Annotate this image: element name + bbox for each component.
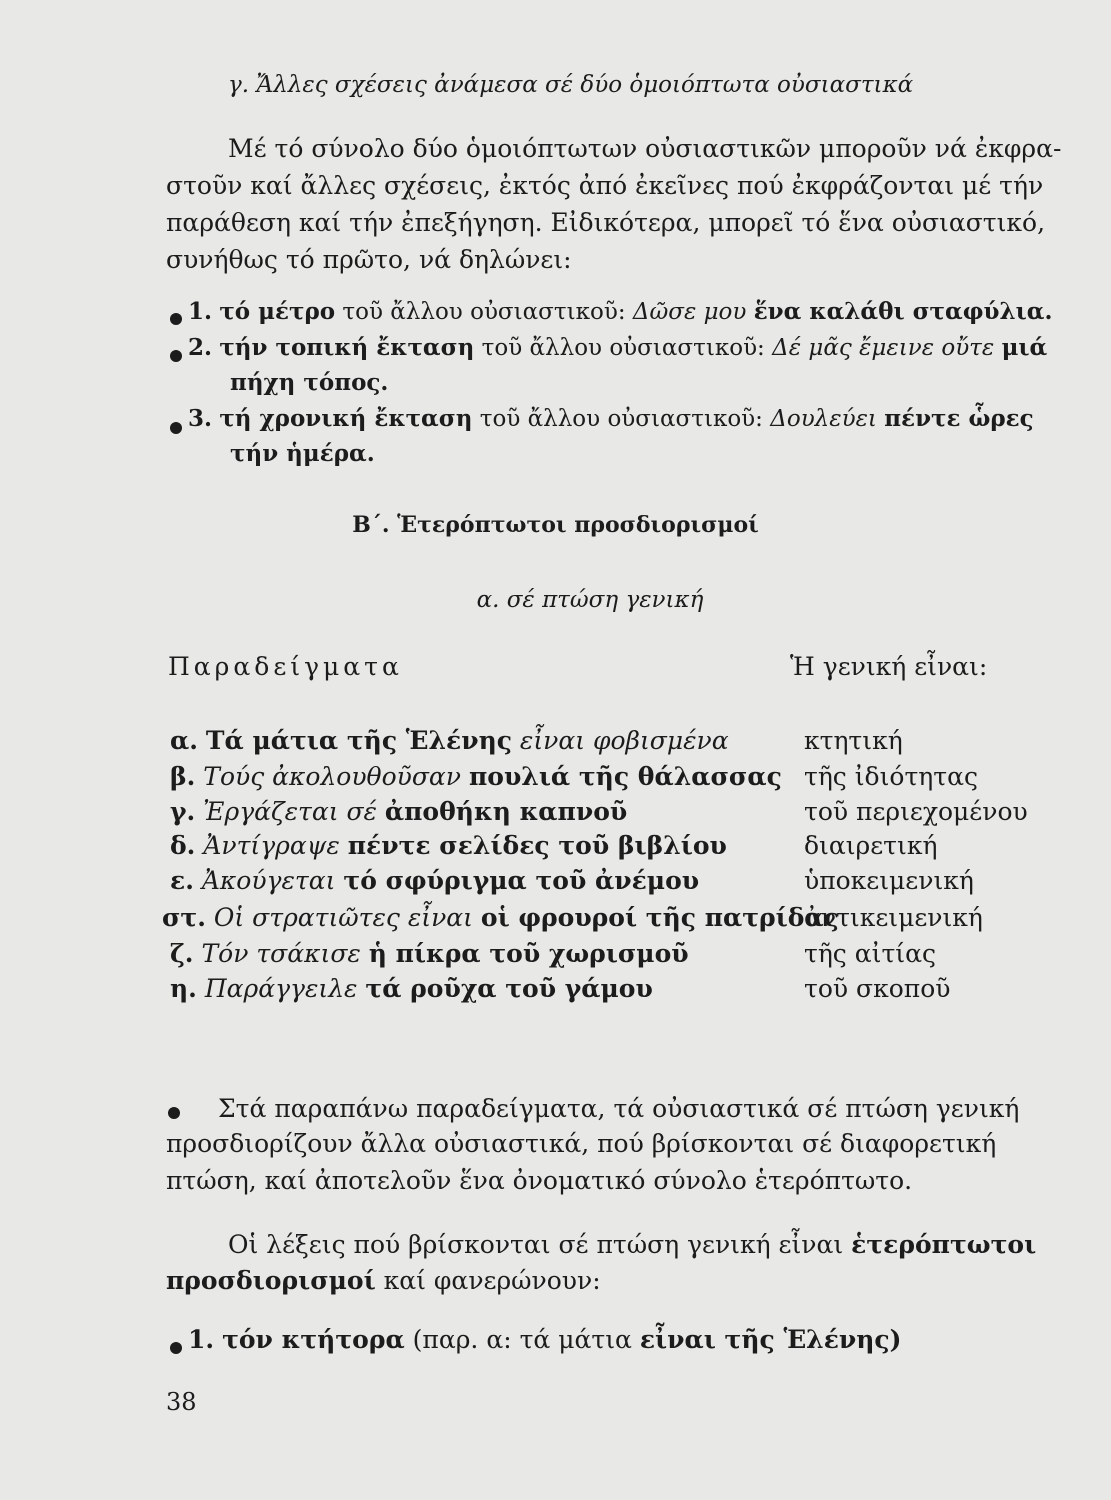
- intro-line-3: παράθεση καί τήν ἐπεξήγηση. Εἰδικότερα, μπορεῖ τό ἕνα οὐσιαστικό,: [166, 208, 1046, 237]
- bullet-icon: [170, 350, 182, 362]
- example-label: γ.: [170, 797, 196, 826]
- example-row: [170, 972, 653, 1006]
- example-label: β.: [170, 762, 196, 791]
- item-number: 2.: [188, 334, 213, 361]
- example-italic-a: Τούς ἀκολουθοῦσαν: [203, 762, 462, 791]
- section-b-title: Β΄. Ἑτερόπτωτοι προσδιορισμοί: [352, 512, 759, 538]
- example-type: τῆς ἰδιότητας: [804, 762, 978, 791]
- example-row: [170, 760, 782, 794]
- item-example-bold: μιά: [1001, 334, 1048, 361]
- item-example-bold: ἕνα καλάθι σταφύλια.: [753, 298, 1053, 325]
- example-label: δ.: [170, 831, 196, 860]
- item-middle: τοῦ ἄλλου οὐσιαστικοῦ:: [479, 406, 763, 432]
- example-row: [170, 829, 727, 863]
- words-line-2-normal: καί φανερώνουν:: [383, 1266, 601, 1295]
- gamma-item-3: [188, 402, 1034, 436]
- example-row: [170, 795, 627, 829]
- item-middle: τοῦ ἄλλου οὐσιαστικοῦ:: [481, 335, 765, 361]
- words-line-1: [228, 1228, 1036, 1262]
- item-example-italic: Δῶσε μου: [632, 299, 747, 325]
- final-item-number: 1.: [188, 1325, 215, 1354]
- item-example-bold: πέντε ὧρες: [884, 405, 1034, 432]
- example-italic-a: Ἐργάζεται σέ: [203, 797, 377, 826]
- example-italic-a: Τόν τσάκισε: [201, 939, 361, 968]
- example-bold-b: πέντε σελίδες τοῦ βιβλίου: [347, 831, 727, 860]
- summary-line-1: Στά παραπάνω παραδείγματα, τά οὐσιαστικά σέ πτώση γενική: [218, 1094, 1020, 1123]
- item-example-italic: Δέ μᾶς ἔμεινε οὔτε: [772, 335, 995, 361]
- section-gamma-title: [228, 72, 913, 98]
- example-type: τῆς αἰτίας: [804, 939, 936, 968]
- example-label: ε.: [170, 866, 194, 895]
- example-italic-a: εἶναι φοβισμένα: [519, 726, 729, 755]
- example-bold-a: Τά μάτια τῆς Ἑλένης: [205, 726, 512, 755]
- example-label: ζ.: [170, 939, 194, 968]
- example-bold-b: ἀποθήκη καπνοῦ: [384, 797, 628, 826]
- gamma-item-1: [188, 295, 1052, 329]
- example-type: διαιρετική: [804, 831, 938, 860]
- words-line-2-bold: προσδιορισμοί: [166, 1266, 376, 1295]
- example-bold-b: πουλιά τῆς θάλασσας: [468, 762, 782, 791]
- example-type: ἀντικειμενική: [804, 903, 983, 932]
- item-term: τή χρονική ἔκταση: [219, 405, 473, 432]
- final-item-paren-normal: (παρ. α: τά μάτια: [412, 1325, 632, 1354]
- example-bold-b: οἱ φρουροί τῆς πατρίδας: [480, 903, 839, 932]
- intro-line-2: στοῦν καί ἄλλες σχέσεις, ἐκτός ἀπό ἐκεῖνες πού ἐκφράζονται μέ τήν: [166, 171, 1044, 200]
- example-bold-b: τά ροῦχα τοῦ γάμου: [365, 974, 653, 1003]
- example-italic-a: Οἱ στρατιῶτες εἶναι: [213, 903, 473, 932]
- words-line-1-bold: ἑτερόπτωτοι: [851, 1230, 1037, 1259]
- example-row: [170, 864, 699, 898]
- item-example-italic: Δουλεύει: [770, 406, 877, 432]
- final-item-paren-bold: εἶναι τῆς Ἑλένης): [639, 1325, 902, 1354]
- bullet-icon: [168, 1107, 180, 1119]
- item-number: 1.: [188, 298, 213, 325]
- page-number: 38: [166, 1388, 197, 1416]
- gamma-item-2-continuation: πήχη τόπος.: [230, 369, 389, 396]
- final-item-term: τόν κτήτορα: [222, 1325, 405, 1354]
- gamma-item-2: [188, 331, 1047, 365]
- example-bold-b: ἡ πίκρα τοῦ χωρισμοῦ: [368, 939, 689, 968]
- bullet-icon: [170, 422, 182, 434]
- words-line-2: [166, 1264, 601, 1298]
- example-label: α.: [170, 726, 198, 755]
- example-bold-b: τό σφύριγμα τοῦ ἀνέμου: [343, 866, 700, 895]
- bullet-icon: [170, 313, 182, 325]
- examples-header: Παραδείγματα: [168, 652, 403, 681]
- item-number: 3.: [188, 405, 213, 432]
- example-italic-a: Ἀκούγεται: [201, 866, 336, 895]
- intro-line-4: συνήθως τό πρῶτο, νά δηλώνει:: [166, 245, 572, 274]
- example-row: [170, 937, 689, 971]
- intro-line-1: Μέ τό σύνολο δύο ὁμοιόπτωτων οὐσιαστικῶν μποροῦν νά ἐκφρα-: [228, 134, 1062, 163]
- example-label: η.: [170, 974, 197, 1003]
- example-italic-a: Ἀντίγραψε: [203, 831, 340, 860]
- types-header: Ἡ γενική εἶναι:: [790, 652, 988, 681]
- item-term: τήν τοπική ἔκταση: [219, 334, 475, 361]
- example-label: στ.: [162, 903, 206, 932]
- example-type: τοῦ σκοποῦ: [804, 974, 951, 1003]
- section-gamma-title-text: γ. Ἄλλες σχέσεις ἀνάμεσα σέ δύο ὁμοιόπτωτα οὐσιαστικά: [228, 72, 914, 98]
- example-row: [170, 724, 729, 758]
- section-b-subtitle: α. σέ πτώση γενική: [476, 587, 704, 613]
- example-type: ὑποκειμενική: [804, 866, 974, 895]
- example-italic-a: Παράγγειλε: [204, 974, 358, 1003]
- summary-line-3: πτώση, καί ἀποτελοῦν ἕνα ὀνοματικό σύνολο ἑτερόπτωτο.: [166, 1166, 913, 1195]
- example-type: τοῦ περιεχομένου: [804, 797, 1028, 826]
- example-row: [162, 901, 839, 935]
- item-middle: τοῦ ἄλλου οὐσιαστικοῦ:: [342, 299, 626, 325]
- bullet-icon: [170, 1342, 182, 1354]
- example-type: κτητική: [804, 726, 903, 755]
- item-term: τό μέτρο: [219, 298, 336, 325]
- summary-line-2: προσδιορίζουν ἄλλα οὐσιαστικά, πού βρίσκονται σέ διαφορετική: [166, 1129, 997, 1158]
- final-item: [188, 1323, 901, 1357]
- words-line-1-normal: Οἱ λέξεις πού βρίσκονται σέ πτώση γενική εἶναι: [228, 1230, 844, 1259]
- gamma-item-3-continuation: τήν ἡμέρα.: [230, 440, 375, 467]
